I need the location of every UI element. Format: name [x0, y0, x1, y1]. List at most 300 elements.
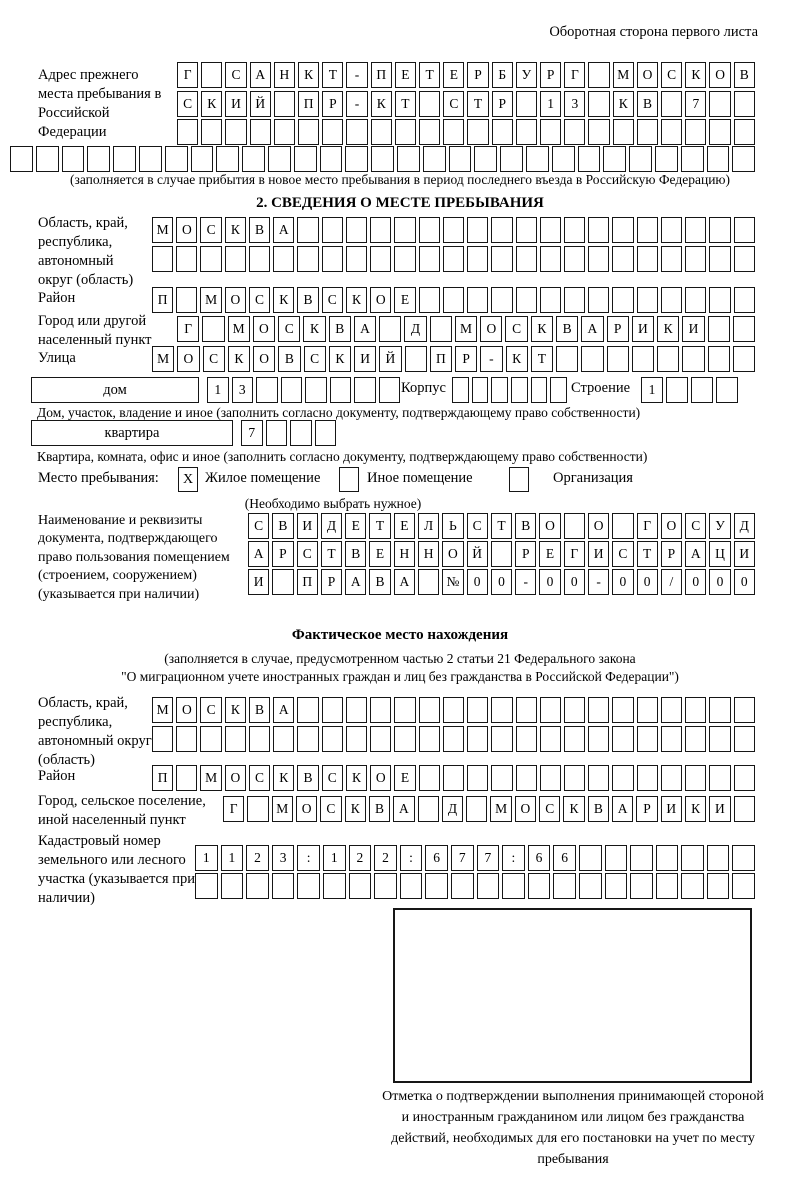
char-box: [491, 541, 512, 567]
char-box: И: [734, 541, 755, 567]
char-box: [113, 146, 136, 172]
stay-type-note: (Необходимо выбрать нужное): [244, 496, 422, 511]
char-box: [734, 246, 755, 272]
char-box: [449, 146, 472, 172]
char-box: [657, 346, 679, 372]
char-box: [419, 765, 440, 791]
char-box: М: [200, 765, 221, 791]
char-box: [36, 146, 59, 172]
char-box: [637, 246, 658, 272]
char-box: Й: [379, 346, 401, 372]
char-box: А: [685, 541, 706, 567]
prev-address-label: Адрес прежнего места пребывания в Российской Федерации: [38, 67, 162, 141]
char-box: [732, 845, 755, 871]
char-box: [374, 873, 397, 899]
char-box: [655, 146, 678, 172]
char-box: :: [400, 845, 423, 871]
char-box: [165, 146, 188, 172]
char-box: 0: [467, 569, 488, 595]
char-box: Р: [322, 91, 343, 117]
char-box: Г: [637, 513, 658, 539]
char-box: В: [278, 346, 300, 372]
char-box: И: [225, 91, 246, 117]
char-box: [734, 726, 755, 752]
char-box: М: [152, 697, 173, 723]
char-box: Р: [607, 316, 629, 342]
char-box: А: [250, 62, 271, 88]
char-box: [564, 726, 585, 752]
char-box: П: [152, 765, 173, 791]
district-boxes: [152, 287, 755, 313]
char-box: [305, 377, 327, 403]
char-box: Е: [345, 513, 366, 539]
char-box: Т: [531, 346, 553, 372]
char-box: 7: [451, 845, 474, 871]
char-box: К: [228, 346, 250, 372]
char-box: [322, 119, 343, 145]
char-box: [322, 697, 343, 723]
char-box: А: [345, 569, 366, 595]
char-box: [516, 726, 537, 752]
char-box: 7: [241, 420, 263, 446]
char-box: [322, 217, 343, 243]
char-box: [540, 765, 561, 791]
char-box: [682, 346, 704, 372]
char-box: К: [657, 316, 679, 342]
char-box: Е: [443, 62, 464, 88]
char-box: [177, 119, 198, 145]
korpus-boxes: [452, 377, 567, 403]
char-box: [685, 217, 706, 243]
char-box: С: [320, 796, 341, 822]
char-box: К: [371, 91, 392, 117]
char-box: [553, 873, 576, 899]
char-box: Р: [321, 569, 342, 595]
char-box: В: [588, 796, 609, 822]
stay-type-checkbox-other: [339, 467, 359, 492]
house-note: Дом, участок, владение и иное (заполнить согласно документу, подтверждающему право собственности): [37, 405, 641, 420]
char-box: К: [613, 91, 634, 117]
char-box: К: [506, 346, 528, 372]
actual-location-note1: (заполняется в случае, предусмотренном частью 2 статьи 21 Федерального закона: [164, 651, 636, 666]
char-box: О: [709, 62, 730, 88]
char-box: Т: [637, 541, 658, 567]
char-box: [491, 726, 512, 752]
document-boxes-row2: [248, 541, 755, 567]
char-box: [274, 119, 295, 145]
char-box: Г: [177, 316, 199, 342]
char-box: Н: [394, 541, 415, 567]
char-box: О: [588, 513, 609, 539]
district-label: Район: [38, 290, 76, 306]
char-box: С: [612, 541, 633, 567]
char-box: [632, 346, 654, 372]
char-box: О: [296, 796, 317, 822]
char-box: [540, 726, 561, 752]
char-box: [685, 246, 706, 272]
char-box: [516, 287, 537, 313]
char-box: Е: [394, 513, 415, 539]
actual-district-label: Район: [38, 768, 76, 784]
char-box: [588, 62, 609, 88]
char-box: [612, 287, 633, 313]
stroenie-boxes: [641, 377, 738, 403]
char-box: [443, 697, 464, 723]
char-box: Ь: [442, 513, 463, 539]
char-box: [443, 765, 464, 791]
char-box: [370, 246, 391, 272]
char-box: К: [346, 765, 367, 791]
char-box: [491, 377, 508, 403]
char-box: О: [225, 765, 246, 791]
char-box: С: [249, 765, 270, 791]
char-box: 1: [540, 91, 561, 117]
apartment-field-label-box: квартира: [31, 420, 233, 446]
char-box: [394, 697, 415, 723]
char-box: [516, 217, 537, 243]
char-box: [612, 765, 633, 791]
actual-region-boxes-row2: [152, 726, 755, 752]
char-box: И: [297, 513, 318, 539]
char-box: [395, 119, 416, 145]
char-box: С: [443, 91, 464, 117]
char-box: [540, 119, 561, 145]
char-box: О: [253, 316, 275, 342]
char-box: [540, 697, 561, 723]
char-box: [370, 217, 391, 243]
char-box: [225, 726, 246, 752]
char-box: [467, 726, 488, 752]
char-box: [272, 569, 293, 595]
char-box: К: [303, 316, 325, 342]
char-box: [612, 513, 633, 539]
char-box: [322, 726, 343, 752]
char-box: О: [661, 513, 682, 539]
char-box: [661, 119, 682, 145]
char-box: [297, 246, 318, 272]
cadastral-label: Кадастровый номер земельного или лесного участка (указывается при наличии): [38, 833, 195, 907]
char-box: М: [228, 316, 250, 342]
char-box: С: [304, 346, 326, 372]
char-box: И: [632, 316, 654, 342]
stay-type-label: Место пребывания:: [38, 470, 159, 486]
char-box: Ц: [709, 541, 730, 567]
char-box: [516, 246, 537, 272]
city-label: Город или другой населенный пункт: [38, 313, 152, 349]
char-box: [249, 726, 270, 752]
char-box: [371, 119, 392, 145]
char-box: В: [272, 513, 293, 539]
char-box: И: [248, 569, 269, 595]
char-box: Й: [467, 541, 488, 567]
char-box: [540, 217, 561, 243]
char-box: -: [515, 569, 536, 595]
char-box: [540, 246, 561, 272]
char-box: В: [345, 541, 366, 567]
char-box: [709, 726, 730, 752]
char-box: [588, 726, 609, 752]
char-box: С: [203, 346, 225, 372]
char-box: [419, 217, 440, 243]
char-box: С: [248, 513, 269, 539]
char-box: 0: [491, 569, 512, 595]
char-box: О: [370, 287, 391, 313]
char-box: А: [273, 217, 294, 243]
char-box: [564, 246, 585, 272]
char-box: Р: [636, 796, 657, 822]
char-box: [10, 146, 33, 172]
char-box: [492, 119, 513, 145]
char-box: [732, 146, 755, 172]
char-box: О: [176, 697, 197, 723]
char-box: С: [278, 316, 300, 342]
char-box: [87, 146, 110, 172]
char-box: Т: [419, 62, 440, 88]
char-box: А: [581, 316, 603, 342]
char-box: [418, 569, 439, 595]
city-boxes: [177, 316, 755, 342]
char-box: [588, 765, 609, 791]
char-box: [656, 873, 679, 899]
char-box: [707, 146, 730, 172]
char-box: [685, 765, 706, 791]
char-box: [443, 246, 464, 272]
char-box: Е: [395, 62, 416, 88]
char-box: [423, 146, 446, 172]
char-box: В: [249, 697, 270, 723]
char-box: [734, 217, 755, 243]
char-box: С: [225, 62, 246, 88]
char-box: [250, 119, 271, 145]
char-box: [418, 796, 439, 822]
char-box: [656, 845, 679, 871]
char-box: Е: [539, 541, 560, 567]
char-box: [556, 346, 578, 372]
char-box: А: [393, 796, 414, 822]
char-box: К: [685, 62, 706, 88]
char-box: [564, 513, 585, 539]
char-box: В: [556, 316, 578, 342]
char-box: 1: [641, 377, 663, 403]
char-box: [661, 726, 682, 752]
char-box: В: [369, 569, 390, 595]
char-box: [246, 873, 269, 899]
char-box: [202, 316, 224, 342]
char-box: [139, 146, 162, 172]
char-box: П: [152, 287, 173, 313]
char-box: [466, 796, 487, 822]
char-box: И: [709, 796, 730, 822]
stay-type-checkbox-residential: X: [178, 467, 198, 492]
char-box: Р: [661, 541, 682, 567]
char-box: С: [322, 287, 343, 313]
char-box: 1: [195, 845, 218, 871]
char-box: [564, 765, 585, 791]
char-box: -: [346, 62, 367, 88]
char-box: [491, 765, 512, 791]
char-box: [201, 119, 222, 145]
section2-title: 2. СВЕДЕНИЯ О МЕСТЕ ПРЕБЫВАНИЯ: [256, 195, 544, 211]
actual-district-boxes: [152, 765, 755, 791]
char-box: [371, 146, 394, 172]
char-box: В: [329, 316, 351, 342]
char-box: Л: [418, 513, 439, 539]
char-box: [297, 217, 318, 243]
actual-location-title: Фактическое место нахождения: [291, 627, 509, 643]
document-label: Наименование и реквизиты документа, подтверждающего право пользования помещением (строением, сооружением) (указывается при наличии): [38, 513, 230, 602]
char-box: [637, 119, 658, 145]
char-box: С: [467, 513, 488, 539]
char-box: К: [225, 697, 246, 723]
char-box: [491, 697, 512, 723]
char-box: [477, 873, 500, 899]
char-box: Д: [404, 316, 426, 342]
stroenie-label: Строение: [571, 380, 631, 396]
char-box: [734, 119, 755, 145]
char-box: [330, 377, 352, 403]
char-box: [579, 845, 602, 871]
char-box: [630, 873, 653, 899]
char-box: П: [298, 91, 319, 117]
char-box: Р: [492, 91, 513, 117]
char-box: [709, 119, 730, 145]
char-box: [443, 217, 464, 243]
char-box: В: [637, 91, 658, 117]
char-box: [346, 217, 367, 243]
prev-address-boxes-row2: [177, 91, 755, 117]
char-box: Т: [467, 91, 488, 117]
char-box: П: [297, 569, 318, 595]
char-box: [637, 765, 658, 791]
char-box: [578, 146, 601, 172]
char-box: [531, 377, 548, 403]
char-box: [272, 873, 295, 899]
char-box: [564, 287, 585, 313]
char-box: [550, 377, 567, 403]
char-box: 1: [207, 377, 229, 403]
char-box: [685, 287, 706, 313]
char-box: Й: [250, 91, 271, 117]
char-box: [297, 873, 320, 899]
char-box: [242, 146, 265, 172]
char-box: Р: [540, 62, 561, 88]
char-box: [734, 796, 755, 822]
char-box: [564, 217, 585, 243]
char-box: [588, 697, 609, 723]
char-box: М: [613, 62, 634, 88]
char-box: [581, 346, 603, 372]
char-box: [346, 726, 367, 752]
stay-type-option-organization: Организация: [553, 470, 633, 486]
char-box: [613, 119, 634, 145]
char-box: [666, 377, 688, 403]
char-box: 3: [272, 845, 295, 871]
char-box: [394, 726, 415, 752]
char-box: [290, 420, 312, 446]
char-box: [708, 346, 730, 372]
char-box: И: [588, 541, 609, 567]
char-box: :: [297, 845, 320, 871]
char-box: Т: [322, 62, 343, 88]
document-boxes-row1: [248, 513, 755, 539]
char-box: [612, 697, 633, 723]
char-box: В: [369, 796, 390, 822]
char-box: [661, 287, 682, 313]
char-box: С: [505, 316, 527, 342]
char-box: С: [685, 513, 706, 539]
char-box: [637, 697, 658, 723]
char-box: К: [563, 796, 584, 822]
stamp-note: Отметка о подтверждении выполнения принимающей стороной и иностранным гражданином или лицом без гражданства действий, необходимых для его постановки на учет по месту пребывания: [382, 1089, 764, 1167]
char-box: [588, 217, 609, 243]
char-box: [152, 726, 173, 752]
char-box: [526, 146, 549, 172]
char-box: К: [346, 287, 367, 313]
char-box: [176, 726, 197, 752]
char-box: Е: [394, 287, 415, 313]
char-box: Т: [321, 541, 342, 567]
char-box: -: [588, 569, 609, 595]
char-box: [733, 346, 755, 372]
prev-address-boxes-row1: [177, 62, 755, 88]
char-box: [273, 726, 294, 752]
char-box: О: [480, 316, 502, 342]
char-box: /: [661, 569, 682, 595]
char-box: [419, 119, 440, 145]
char-box: С: [297, 541, 318, 567]
char-box: [370, 697, 391, 723]
char-box: [637, 217, 658, 243]
char-box: [419, 287, 440, 313]
apartment-boxes: [241, 420, 336, 446]
char-box: [195, 873, 218, 899]
char-box: [419, 91, 440, 117]
char-box: [176, 765, 197, 791]
char-box: [281, 377, 303, 403]
char-box: С: [200, 697, 221, 723]
region-boxes-row2: [152, 246, 755, 272]
char-box: Е: [394, 765, 415, 791]
char-box: [191, 146, 214, 172]
char-box: [176, 246, 197, 272]
char-box: Т: [491, 513, 512, 539]
char-box: К: [345, 796, 366, 822]
char-box: [603, 146, 626, 172]
char-box: [528, 873, 551, 899]
char-box: [62, 146, 85, 172]
char-box: А: [612, 796, 633, 822]
char-box: Н: [418, 541, 439, 567]
char-box: О: [539, 513, 560, 539]
char-box: [733, 316, 755, 342]
char-box: Т: [395, 91, 416, 117]
char-box: О: [370, 765, 391, 791]
char-box: [681, 845, 704, 871]
char-box: [323, 873, 346, 899]
char-box: Р: [515, 541, 536, 567]
char-box: [349, 873, 372, 899]
char-box: У: [709, 513, 730, 539]
char-box: С: [249, 287, 270, 313]
char-box: [564, 119, 585, 145]
char-box: :: [502, 845, 525, 871]
char-box: С: [539, 796, 560, 822]
char-box: [502, 873, 525, 899]
char-box: О: [253, 346, 275, 372]
char-box: Г: [223, 796, 244, 822]
char-box: [315, 420, 337, 446]
char-box: В: [297, 765, 318, 791]
